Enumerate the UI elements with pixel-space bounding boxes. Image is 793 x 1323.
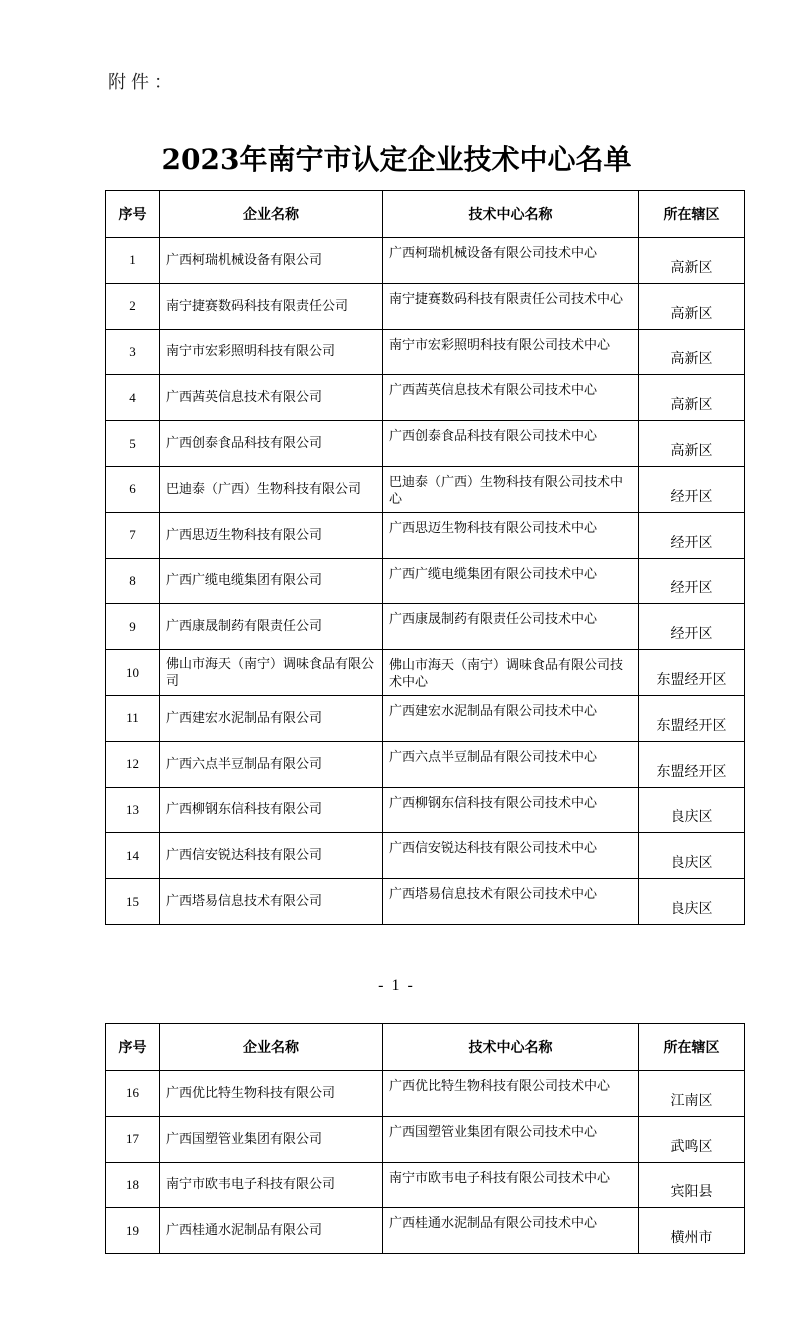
tech-center-name-cell: 广西信安锐达科技有限公司技术中心 <box>383 833 639 879</box>
serial-cell: 15 <box>106 879 160 925</box>
table-row <box>106 466 745 512</box>
serial-cell: 7 <box>106 512 160 558</box>
company-name-cell: 佛山市海天（南宁）调味食品有限公司 <box>160 650 383 696</box>
serial-cell: 1 <box>106 238 160 284</box>
serial-cell: 17 <box>106 1116 160 1162</box>
tech-center-name-cell: 巴迪泰（广西）生物科技有限公司技术中心 <box>383 466 639 512</box>
district-cell: 高新区 <box>639 375 745 421</box>
page-number: - 1 - <box>378 977 415 994</box>
district-cell: 良庆区 <box>639 833 745 879</box>
tech-center-name-cell: 广西建宏水泥制品有限公司技术中心 <box>383 695 639 741</box>
table-row <box>106 558 745 604</box>
district-cell: 东盟经开区 <box>639 695 745 741</box>
company-name-cell: 广西桂通水泥制品有限公司 <box>160 1208 383 1254</box>
table-row <box>106 329 745 375</box>
tech-center-name-cell: 广西柯瑞机械设备有限公司技术中心 <box>383 238 639 284</box>
district-cell: 经开区 <box>639 558 745 604</box>
table-row <box>106 512 745 558</box>
serial-cell: 10 <box>106 650 160 696</box>
tech-center-name-cell: 广西六点半豆制品有限公司技术中心 <box>383 741 639 787</box>
tech-center-name-cell: 广西优比特生物科技有限公司技术中心 <box>383 1071 639 1117</box>
tech-center-name-cell: 佛山市海天（南宁）调味食品有限公司技术中心 <box>383 650 639 696</box>
table-row <box>106 787 745 833</box>
company-name-cell: 广西国塑管业集团有限公司 <box>160 1116 383 1162</box>
company-name-cell: 广西信安锐达科技有限公司 <box>160 833 383 879</box>
table-header-row <box>106 191 745 238</box>
company-name-cell: 南宁捷赛数码科技有限责任公司 <box>160 283 383 329</box>
serial-cell: 9 <box>106 604 160 650</box>
serial-cell: 8 <box>106 558 160 604</box>
company-name-cell: 广西茜英信息技术有限公司 <box>160 375 383 421</box>
district-cell: 横州市 <box>639 1208 745 1254</box>
company-name-cell: 广西塔易信息技术有限公司 <box>160 879 383 925</box>
header-company: 企业名称 <box>160 1024 383 1071</box>
header-center: 技术中心名称 <box>383 1024 639 1071</box>
company-name-cell: 南宁市宏彩照明科技有限公司 <box>160 329 383 375</box>
district-cell: 经开区 <box>639 512 745 558</box>
serial-cell: 4 <box>106 375 160 421</box>
tech-center-name-cell: 南宁捷赛数码科技有限责任公司技术中心 <box>383 283 639 329</box>
district-cell: 高新区 <box>639 421 745 467</box>
table-row <box>106 283 745 329</box>
company-name-cell: 巴迪泰（广西）生物科技有限公司 <box>160 466 383 512</box>
tech-center-name-cell: 广西桂通水泥制品有限公司技术中心 <box>383 1208 639 1254</box>
company-name-cell: 广西广缆电缆集团有限公司 <box>160 558 383 604</box>
serial-cell: 14 <box>106 833 160 879</box>
tech-center-name-cell: 广西茜英信息技术有限公司技术中心 <box>383 375 639 421</box>
table-row <box>106 375 745 421</box>
district-cell: 高新区 <box>639 329 745 375</box>
tech-center-name-cell: 南宁市宏彩照明科技有限公司技术中心 <box>383 329 639 375</box>
district-cell: 良庆区 <box>639 879 745 925</box>
district-cell: 高新区 <box>639 238 745 284</box>
header-center: 技术中心名称 <box>383 191 639 238</box>
company-name-cell: 广西思迈生物科技有限公司 <box>160 512 383 558</box>
district-cell: 经开区 <box>639 466 745 512</box>
serial-cell: 13 <box>106 787 160 833</box>
district-cell: 良庆区 <box>639 787 745 833</box>
tech-center-name-cell: 广西康晟制药有限责任公司技术中心 <box>383 604 639 650</box>
tech-center-name-cell: 南宁市欧韦电子科技有限公司技术中心 <box>383 1162 639 1208</box>
district-cell: 高新区 <box>639 283 745 329</box>
company-name-cell: 广西创泰食品科技有限公司 <box>160 421 383 467</box>
header-district: 所在辖区 <box>639 191 745 238</box>
attachment-label: 附件： <box>108 72 177 93</box>
table-body <box>106 1071 745 1254</box>
table-row <box>106 741 745 787</box>
serial-cell: 16 <box>106 1071 160 1117</box>
table-row <box>106 238 745 284</box>
header-serial: 序号 <box>106 191 160 238</box>
district-cell: 武鸣区 <box>639 1116 745 1162</box>
district-cell: 东盟经开区 <box>639 650 745 696</box>
header-company: 企业名称 <box>160 191 383 238</box>
company-name-cell: 广西建宏水泥制品有限公司 <box>160 695 383 741</box>
table-row <box>106 1071 745 1117</box>
enterprise-table-page-2 <box>105 1023 745 1254</box>
table-row <box>106 421 745 467</box>
table-row <box>106 1162 745 1208</box>
table-row <box>106 1116 745 1162</box>
company-name-cell: 广西优比特生物科技有限公司 <box>160 1071 383 1117</box>
company-name-cell: 广西柳钢东信科技有限公司 <box>160 787 383 833</box>
table-row <box>106 695 745 741</box>
table-row <box>106 833 745 879</box>
enterprise-table-page-1 <box>105 190 745 925</box>
tech-center-name-cell: 广西思迈生物科技有限公司技术中心 <box>383 512 639 558</box>
company-name-cell: 广西康晟制药有限责任公司 <box>160 604 383 650</box>
table-header-row <box>106 1024 745 1071</box>
tech-center-name-cell: 广西广缆电缆集团有限公司技术中心 <box>383 558 639 604</box>
table-row <box>106 879 745 925</box>
district-cell: 东盟经开区 <box>639 741 745 787</box>
table-row <box>106 650 745 696</box>
serial-cell: 12 <box>106 741 160 787</box>
tech-center-name-cell: 广西塔易信息技术有限公司技术中心 <box>383 879 639 925</box>
serial-cell: 19 <box>106 1208 160 1254</box>
serial-cell: 3 <box>106 329 160 375</box>
table-row <box>106 1208 745 1254</box>
serial-cell: 18 <box>106 1162 160 1208</box>
company-name-cell: 广西六点半豆制品有限公司 <box>160 741 383 787</box>
company-name-cell: 南宁市欧韦电子科技有限公司 <box>160 1162 383 1208</box>
page-title: 2023年南宁市认定企业技术中心名单 <box>161 143 632 176</box>
table-row <box>106 604 745 650</box>
district-cell: 宾阳县 <box>639 1162 745 1208</box>
serial-cell: 6 <box>106 466 160 512</box>
header-serial: 序号 <box>106 1024 160 1071</box>
serial-cell: 11 <box>106 695 160 741</box>
table-body <box>106 238 745 925</box>
district-cell: 经开区 <box>639 604 745 650</box>
tech-center-name-cell: 广西创泰食品科技有限公司技术中心 <box>383 421 639 467</box>
district-cell: 江南区 <box>639 1071 745 1117</box>
tech-center-name-cell: 广西柳钢东信科技有限公司技术中心 <box>383 787 639 833</box>
serial-cell: 2 <box>106 283 160 329</box>
company-name-cell: 广西柯瑞机械设备有限公司 <box>160 238 383 284</box>
serial-cell: 5 <box>106 421 160 467</box>
tech-center-name-cell: 广西国塑管业集团有限公司技术中心 <box>383 1116 639 1162</box>
header-district: 所在辖区 <box>639 1024 745 1071</box>
